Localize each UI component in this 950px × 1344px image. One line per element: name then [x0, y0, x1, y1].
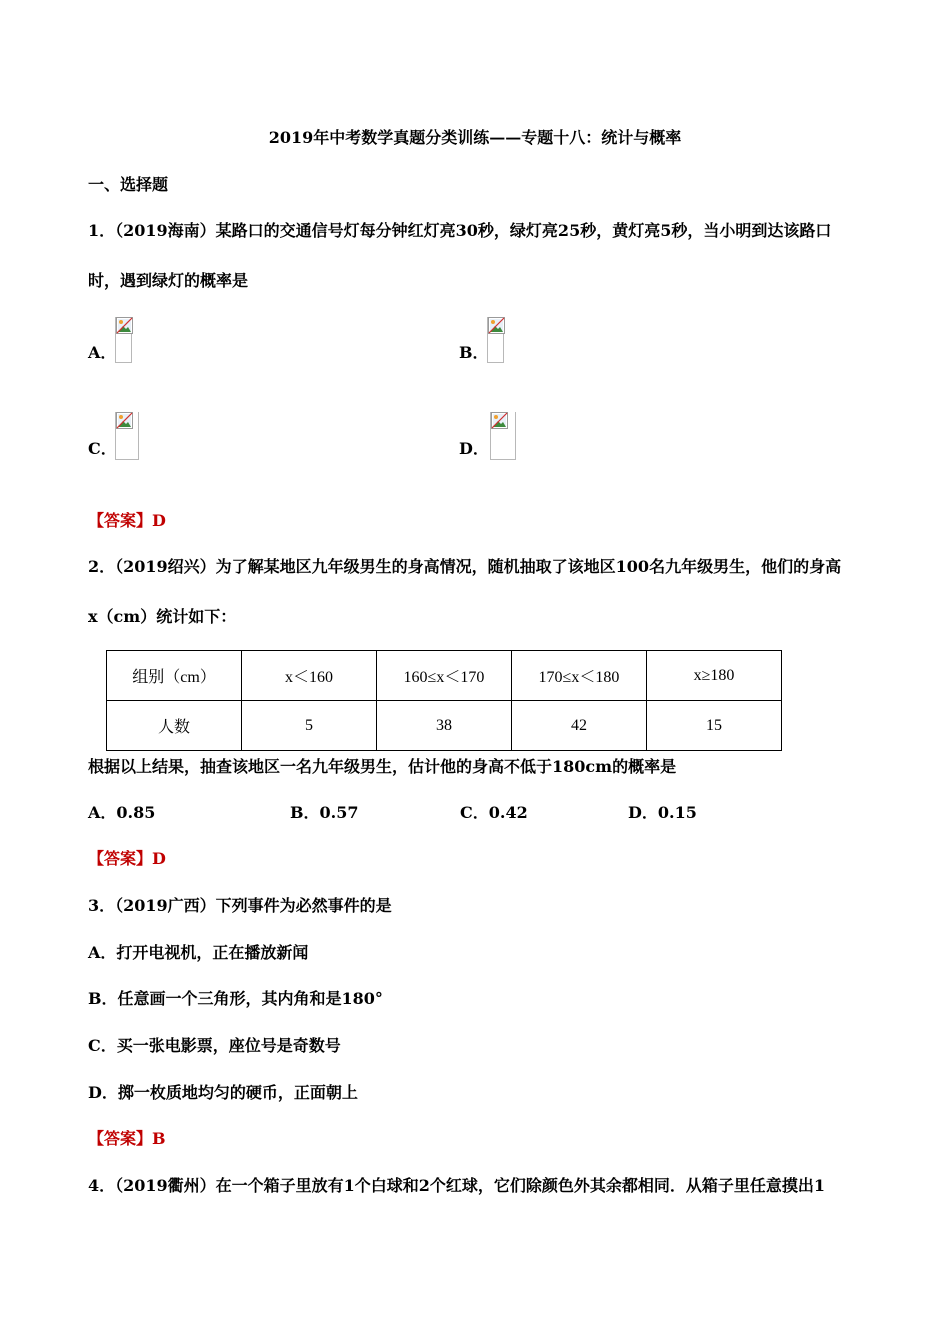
q1-option-a-label: A．	[88, 343, 117, 362]
table-cell: x＜160	[242, 651, 377, 701]
q1-answer: 【答案】D	[88, 511, 166, 530]
table-cell: 15	[646, 701, 781, 751]
q3-option-b: B．任意画一个三角形，其内角和是180°	[88, 989, 383, 1008]
q3-answer: 【答案】B	[88, 1129, 166, 1148]
q2-option-b: B．0.57	[290, 803, 359, 822]
q1-option-c-image	[115, 412, 139, 460]
table-cell: 38	[376, 701, 511, 751]
q2-option-d: D．0.15	[628, 803, 697, 822]
table-cell: 170≤x＜180	[511, 651, 646, 701]
q3-option-d: D．掷一枚质地均匀的硬币，正面朝上	[88, 1083, 358, 1102]
table-cell: 5	[242, 701, 377, 751]
question-2-stem-line-3: 根据以上结果，抽查该地区一名九年级男生，估计他的身高不低于180cm的概率是	[88, 757, 677, 776]
section-heading: 一、选择题	[88, 175, 169, 194]
question-1-stem-line-2: 时，遇到绿灯的概率是	[88, 271, 249, 290]
table-row	[107, 701, 782, 751]
question-4-stem-line-1: 4．（2019衢州）在一个箱子里放有1个白球和2个红球，它们除颜色外其余都相同．从箱子里任意摸出1	[88, 1176, 826, 1195]
q2-option-c: C．0.42	[460, 803, 528, 822]
table-header-row	[107, 651, 782, 701]
broken-image-icon	[488, 317, 505, 334]
q2-options-row	[0, 802, 950, 824]
broken-image-icon	[116, 412, 133, 429]
q1-option-c-label: C．	[88, 439, 117, 458]
table-cell: x≥180	[646, 651, 781, 701]
q3-option-a: A．打开电视机，正在播放新闻	[88, 943, 309, 962]
broken-image-icon	[116, 317, 133, 334]
q1-option-b-label: B．	[459, 343, 489, 362]
question-1-stem-line-1: 1．（2019海南）某路口的交通信号灯每分钟红灯亮30秒，绿灯亮25秒，黄灯亮5秒，当小明到达该路口	[88, 221, 832, 240]
page-title: 2019年中考数学真题分类训练——专题十八：统计与概率	[268, 128, 682, 147]
question-2-stem-line-2: x（cm）统计如下：	[88, 607, 237, 626]
table-cell: 组别（cm）	[107, 651, 242, 701]
question-3-stem: 3．（2019广西）下列事件为必然事件的是	[88, 896, 392, 915]
q1-option-d-image	[490, 412, 516, 460]
q2-answer: 【答案】D	[88, 849, 166, 868]
height-stats-table	[106, 650, 782, 751]
table-cell: 42	[511, 701, 646, 751]
broken-image-icon	[491, 412, 508, 429]
table-cell: 160≤x＜170	[376, 651, 511, 701]
q1-option-b-image	[487, 317, 504, 363]
table-cell: 人数	[107, 701, 242, 751]
q1-option-d-label: D．	[459, 439, 489, 458]
question-2-stem-line-1: 2．（2019绍兴）为了解某地区九年级男生的身高情况，随机抽取了该地区100名九年级男生，他们的身高	[88, 557, 842, 576]
q1-option-a-image	[115, 317, 132, 363]
q2-option-a: A．0.85	[88, 803, 156, 822]
q3-option-c: C．买一张电影票，座位号是奇数号	[88, 1036, 341, 1055]
